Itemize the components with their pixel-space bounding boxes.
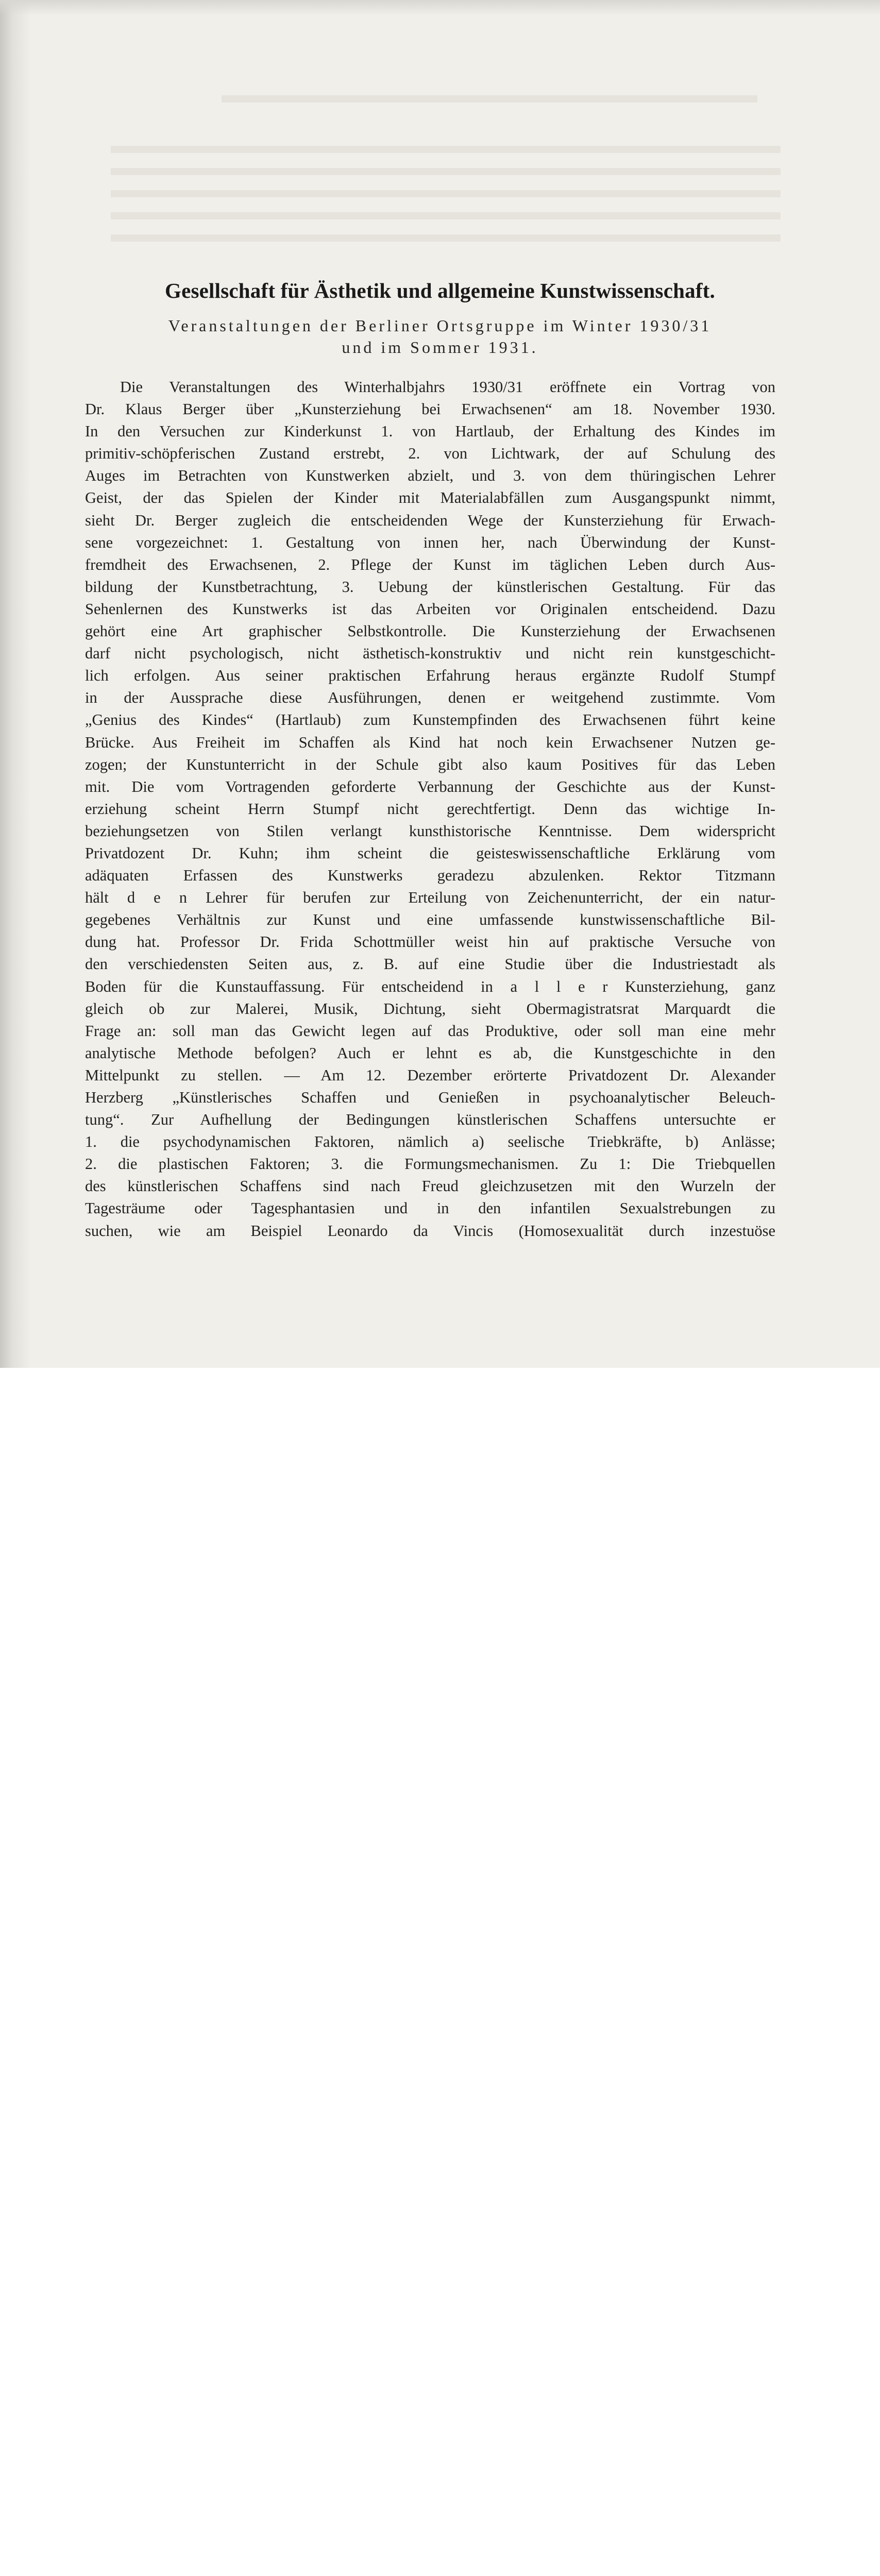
body-text-line: erziehung scheint Herrn Stumpf nicht gerechtfertigt. Denn das wichtige In- [85,800,775,818]
body-text-line: Dr. Klaus Berger über „Kunsterziehung bei Erwachsenen“ am 18. November 1930. [85,400,775,418]
show-through-line [111,168,781,175]
body-text-line: gehört eine Art graphischer Selbstkontrolle. Die Kunsterziehung der Erwachsenen [85,622,775,640]
digitization-footer [0,1368,880,1454]
show-through-line [111,234,781,242]
body-text-line: Boden für die Kunstauffassung. Für entscheidend in a l l e r Kunsterziehung, ganz [85,977,775,995]
body-text-line: zogen; der Kunstunterricht in der Schule gibt also kaum Positives für das Leben [85,755,775,773]
body-text-line: adäquaten Erfassen des Kunstwerks geradezu abzulenken. Rektor Titzmann [85,867,775,885]
body-text-line: mit. Die vom Vortragenden geforderte Verbannung der Geschichte aus der Kunst- [85,777,775,795]
body-text-line: gleich ob zur Malerei, Musik, Dichtung, sieht Obermagistratsrat Marquardt die [85,999,775,1018]
body-text-line: Herzberg „Künstlerisches Schaffen und Genießen in psychoanalytischer Beleuch- [85,1089,775,1106]
body-text-line: in der Aussprache diese Ausführungen, denen er weitgehend zustimmte. Vom [85,689,775,707]
body-text-line: hält d e n Lehrer für berufen zur Erteilung von Zeichenunterricht, der ein natur- [85,889,775,907]
body-text-line: gegebenes Verhältnis zur Kunst und eine umfassende kunstwissenschaftliche Bil- [85,911,775,929]
body-text-line: Auges im Betrachten von Kunstwerken abzielt, und 3. von dem thüringischen Lehrer [85,467,775,485]
body-text-line: lich erfolgen. Aus seiner praktischen Erfahrung heraus ergänzte Rudolf Stumpf [85,667,775,685]
body-text-line: den verschiedensten Seiten aus, z. B. auf eine Studie über die Industriestadt als [85,955,775,973]
body-text-line: Sehenlernen des Kunstwerks ist das Arbeiten vor Originalen entscheidend. Dazu [85,600,775,618]
page-binding-shadow [0,0,31,1368]
article-title: Gesellschaft für Ästhetik und allgemeine Kunstwissenschaft. [165,279,715,302]
body-text-line: beziehungsetzen von Stilen verlangt kunsthistorische Kenntnisse. Dem widerspricht [85,822,775,840]
body-text-line: sene vorgezeichnet: 1. Gestaltung von innen her, nach Überwindung der Kunst- [85,533,775,551]
body-text-line: suchen, wie am Beispiel Leonardo da Vincis (Homosexualität durch inzestuöse [85,1222,775,1240]
article-subtitle-line-1: Veranstaltungen der Berliner Ortsgruppe im Winter 1930/31 [168,316,712,335]
body-text-line: Privatdozent Dr. Kuhn; ihm scheint die geisteswissenschaftliche Erklärung vom [85,844,775,862]
article-subtitle-line-2: und im Sommer 1931. [342,338,538,357]
body-text-line: analytische Methode befolgen? Auch er lehnt es ab, die Kunstgeschichte in den [85,1044,775,1062]
show-through-line [222,95,757,103]
body-text-line: fremdheit des Erwachsenen, 2. Pflege der Kunst im täglichen Leben durch Aus- [85,555,775,573]
body-text-line: primitiv-schöpferischen Zustand erstrebt, 2. von Lichtwark, der auf Schulung des [85,445,775,463]
body-text-line: des künstlerischen Schaffens sind nach Freud gleichzusetzen mit den Wurzeln der [85,1177,775,1195]
show-through-line [111,212,781,219]
body-text-line: In den Versuchen zur Kinderkunst 1. von Hartlaub, der Erhaltung des Kindes im [85,422,775,440]
body-text-line: dung hat. Professor Dr. Frida Schottmüller weist hin auf praktische Versuche von [85,933,775,951]
body-text-line: darf nicht psychologisch, nicht ästhetisch-konstruktiv und nicht rein kunstgeschicht- [85,645,775,663]
body-text-line: Tagesträume oder Tagesphantasien und in den infantilen Sexualstrebungen zu [85,1199,775,1217]
body-text-line: 2. die plastischen Faktoren; 3. die Formungsmechanismen. Zu 1: Die Triebquellen [85,1155,775,1173]
show-through-line [111,146,781,153]
body-text-line: bildung der Kunstbetrachtung, 3. Uebung der künstlerischen Gestaltung. Für das [85,578,775,596]
body-text-line: Frage an: soll man das Gewicht legen auf das Produktive, oder soll man eine mehr [85,1022,775,1040]
body-text-line: Die Veranstaltungen des Winterhalbjahrs 1930/31 eröffnete ein Vortrag von [120,378,775,396]
body-text-line: „Genius des Kindes“ (Hartlaub) zum Kunstempfinden des Erwachsenen führt keine [85,711,775,729]
body-text-line: tung“. Zur Aufhellung der Bedingungen künstlerischen Schaffens untersuchte er [85,1111,775,1129]
show-through-line [111,190,781,197]
page-top-shadow [0,0,880,15]
body-text-line: Mittelpunkt zu stellen. — Am 12. Dezember erörterte Privatdozent Dr. Alexander [85,1066,775,1084]
body-text-line: 1. die psychodynamischen Faktoren, nämlich a) seelische Triebkräfte, b) Anlässe; [85,1133,775,1151]
body-text-line: sieht Dr. Berger zugleich die entscheidenden Wege der Kunsterziehung für Erwach- [85,511,775,529]
article-body [85,376,775,1242]
body-text-line: Geist, der das Spielen der Kinder mit Materialabfällen zum Ausgangspunkt nimmt, [85,489,775,507]
body-text-line: Brücke. Aus Freiheit im Schaffen als Kind hat noch kein Erwachsener Nutzen ge- [85,733,775,751]
